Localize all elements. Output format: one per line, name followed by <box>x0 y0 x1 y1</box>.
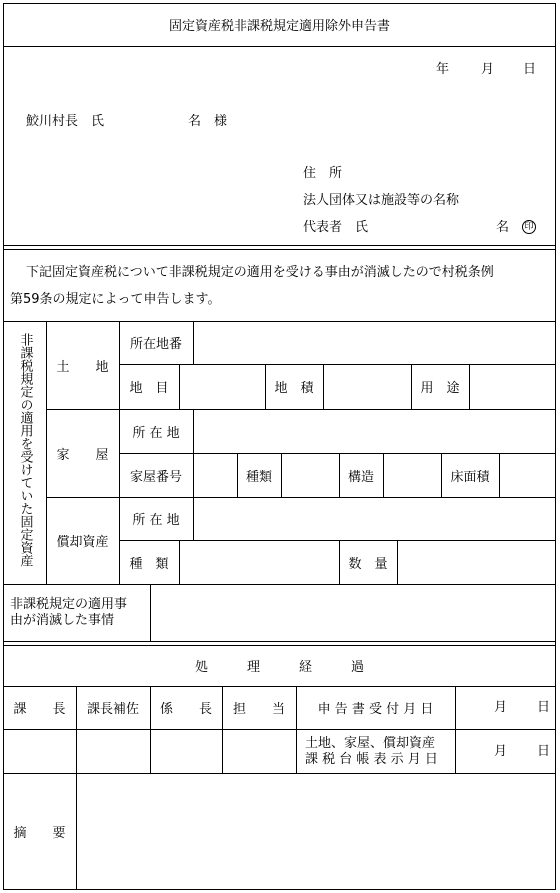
chief-label: 課 長 <box>13 702 66 717</box>
cell-line <box>323 364 324 409</box>
statement-line1: 下記固定資産税について非課税規定の適用を受ける事由が消滅したので村税条例 <box>26 265 494 280</box>
double-line-top <box>3 641 556 642</box>
row-line <box>119 540 556 541</box>
reason-col-line <box>150 584 151 641</box>
depreciable-kind-label-cell <box>119 540 179 584</box>
summary-label-cell <box>3 773 76 890</box>
depreciable-quantity-label: 数 量 <box>348 556 388 572</box>
asset-side-label: 非課税規定の適用を受けていた固定資産 <box>17 333 33 567</box>
cell-line <box>193 453 194 497</box>
applicant-address-label: 住 所 <box>303 166 343 181</box>
divider <box>3 46 556 47</box>
cell-line <box>179 364 180 409</box>
applicant-representative-label: 代表者 氏 <box>303 220 369 235</box>
house-location-label-cell <box>119 409 193 453</box>
land-location-label: 所在地番 <box>129 337 182 352</box>
addressee-name: 鮫川村長 氏 <box>26 114 105 129</box>
row-line <box>3 729 556 730</box>
land-use-label: 用 途 <box>420 381 460 396</box>
depreciable-label-cell <box>46 497 119 584</box>
house-kind-label: 種類 <box>245 469 272 485</box>
cell-line <box>193 321 194 364</box>
depreciable-label: 償却資産 <box>56 535 109 550</box>
staff-label-cell <box>222 686 296 729</box>
processing-header-cell <box>3 645 556 686</box>
cell-line <box>281 453 282 497</box>
land-location-label-cell <box>119 321 193 364</box>
land-category-label-cell <box>119 364 179 409</box>
deputy-label-cell <box>76 686 150 729</box>
house-structure-label-cell <box>339 453 383 497</box>
land-category-label: 地 目 <box>129 381 169 396</box>
house-label-cell <box>46 409 119 497</box>
house-structure-label: 構造 <box>347 469 374 485</box>
title-cell <box>3 3 556 46</box>
house-kind-label-cell <box>237 453 281 497</box>
land-label: 土 地 <box>56 359 109 375</box>
house-number-label-cell <box>119 453 193 497</box>
house-floor-area-label-cell <box>441 453 499 497</box>
depreciable-location-label-cell <box>119 497 193 540</box>
section-chief-label: 係 長 <box>159 702 212 717</box>
received-month: 月 <box>494 700 508 715</box>
row-line <box>3 773 556 774</box>
cell-line <box>397 540 398 584</box>
land-area-label-cell <box>265 364 323 409</box>
house-label: 家 屋 <box>56 447 109 463</box>
row-line <box>3 584 556 585</box>
statement-line2: 第59条の規定によって申告します。 <box>10 292 221 307</box>
cell-line <box>193 409 194 453</box>
chief-label-cell <box>3 686 76 729</box>
reason-label-line1: 非課税規定の適用事 <box>10 597 128 612</box>
ledger-label-line2: 課 税 台 帳 表 示 月 日 <box>305 752 438 767</box>
house-location-label: 所 在 地 <box>132 425 180 441</box>
ledger-label-line1: 土地、家屋、償却資産 <box>305 736 436 751</box>
cell-line <box>469 364 470 409</box>
form-title: 固定資産税非課税規定適用除外申告書 <box>168 19 390 34</box>
cell-line <box>179 540 180 584</box>
staff-label: 担 当 <box>232 702 285 717</box>
cell-line <box>383 453 384 497</box>
land-use-label-cell <box>411 364 469 409</box>
double-line-bottom <box>3 249 556 250</box>
house-floor-area-label: 床面積 <box>450 469 490 485</box>
land-area-label: 地 積 <box>274 381 314 396</box>
received-label-cell <box>296 686 455 729</box>
house-number-label: 家屋番号 <box>129 469 182 485</box>
received-day: 日 <box>537 700 551 715</box>
addressee-mei: 名 様 <box>188 114 228 129</box>
applicant-org-label: 法人団体又は施設等の名称 <box>303 193 460 208</box>
received-label: 申 告 書 受 付 月 日 <box>317 702 434 717</box>
depreciable-location-label: 所 在 地 <box>132 513 180 528</box>
asset-side-label-cell <box>3 321 46 584</box>
double-line-top <box>3 245 556 246</box>
deputy-label: 課長補佐 <box>86 702 139 717</box>
ledger-day: 日 <box>537 744 551 759</box>
applicant-mei-label: 名 <box>496 220 510 235</box>
depreciable-kind-label: 種 類 <box>129 556 169 572</box>
ledger-month: 月 <box>494 744 508 759</box>
cell-line <box>193 497 194 540</box>
land-label-cell <box>46 321 119 409</box>
seal-icon: 印 <box>522 220 536 234</box>
cell-line <box>499 453 500 497</box>
date-year: 年 <box>436 62 450 77</box>
section-chief-label-cell <box>150 686 222 729</box>
summary-label: 摘 要 <box>13 826 66 841</box>
reason-label-line2: 由が消滅した事情 <box>10 613 115 628</box>
depreciable-quantity-label-cell <box>339 540 397 584</box>
date-day: 日 <box>523 62 537 77</box>
processing-header: 処 理 経 過 <box>194 660 364 675</box>
row-line <box>119 364 556 365</box>
date-month: 月 <box>481 62 495 77</box>
cell-line <box>455 686 456 773</box>
